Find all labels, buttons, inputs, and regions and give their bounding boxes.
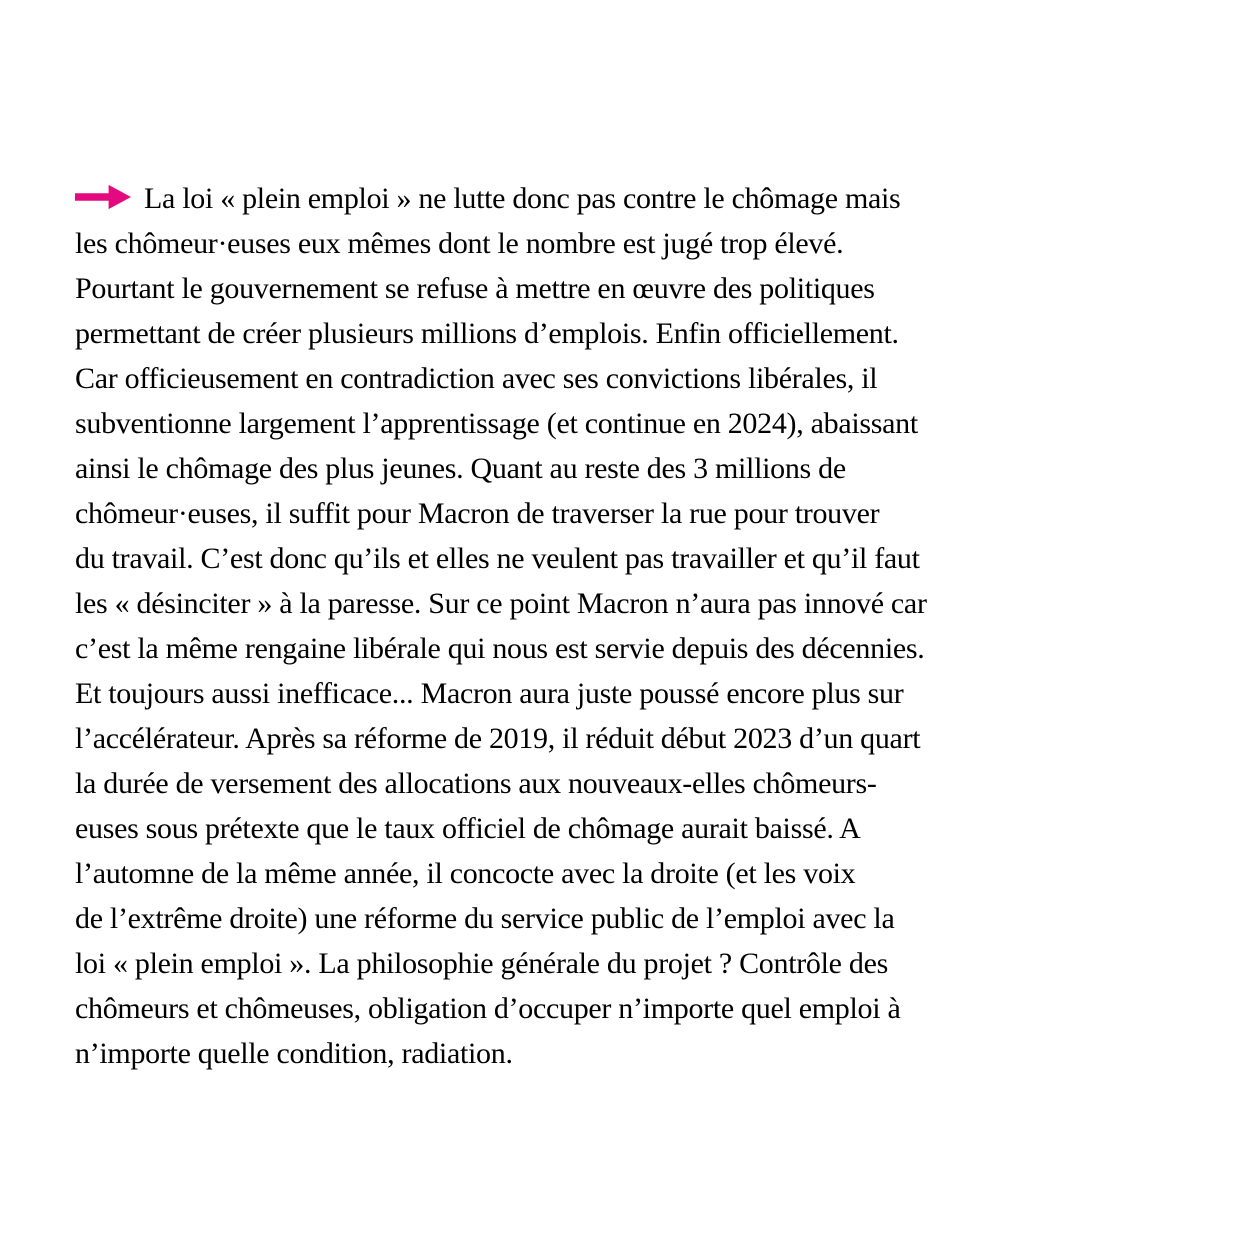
paragraph-line xyxy=(75,491,1175,536)
paragraph-line-text: chômeurs et chômeuses, obligation d’occuper n’importe quel emploi à xyxy=(75,992,901,1025)
paragraph-line-text: permettant de créer plusieurs millions d’emplois. Enfin officiellement. xyxy=(75,317,899,350)
paragraph-line xyxy=(75,311,1175,356)
paragraph-line xyxy=(75,761,1175,806)
paragraph-line-text: les chômeur·euses eux mêmes dont le nombre est jugé trop élevé. xyxy=(75,227,844,260)
paragraph-line-text: l’automne de la même année, il concocte avec la droite (et les voix xyxy=(75,857,856,890)
paragraph-line xyxy=(75,716,1175,761)
paragraph xyxy=(75,176,1175,1076)
paragraph-line xyxy=(75,356,1175,401)
paragraph-line xyxy=(75,581,1175,626)
paragraph-line xyxy=(75,446,1175,491)
paragraph-line-text: Pourtant le gouvernement se refuse à mettre en œuvre des politiques xyxy=(75,272,875,305)
paragraph-line xyxy=(75,536,1175,581)
paragraph-line-text: l’accélérateur. Après sa réforme de 2019, il réduit début 2023 d’un quart xyxy=(75,722,921,755)
paragraph-line-text: chômeur·euses, il suffit pour Macron de traverser la rue pour trouver xyxy=(75,497,880,530)
paragraph-line xyxy=(75,896,1175,941)
paragraph-line-text: subventionne largement l’apprentissage (et continue en 2024), abaissant xyxy=(75,407,918,440)
paragraph-line xyxy=(75,401,1175,446)
paragraph-line xyxy=(75,221,1175,266)
paragraph-line-text: Et toujours aussi inefficace... Macron aura juste poussé encore plus sur xyxy=(75,677,904,710)
arrow-icon xyxy=(75,183,131,211)
paragraph-line xyxy=(75,986,1175,1031)
paragraph-line xyxy=(75,851,1175,896)
paragraph-line-text: du travail. C’est donc qu’ils et elles ne veulent pas travailler et qu’il faut xyxy=(75,542,920,575)
paragraph-line xyxy=(75,806,1175,851)
paragraph-line-text: Car officieusement en contradiction avec ses convictions libérales, il xyxy=(75,362,878,395)
paragraph-line-text: les « désinciter » à la paresse. Sur ce point Macron n’aura pas innové car xyxy=(75,587,927,620)
paragraph-line xyxy=(75,941,1175,986)
paragraph-line-text: La loi « plein emploi » ne lutte donc pas contre le chômage mais xyxy=(144,182,901,215)
document-page xyxy=(75,176,1175,1076)
paragraph-line xyxy=(75,626,1175,671)
paragraph-line-text: euses sous prétexte que le taux officiel de chômage aurait baissé. A xyxy=(75,812,861,845)
paragraph-line-text: c’est la même rengaine libérale qui nous est servie depuis des décennies. xyxy=(75,632,925,665)
arrow-icon-shape xyxy=(75,185,131,209)
paragraph-line xyxy=(75,671,1175,716)
paragraph-line-text: de l’extrême droite) une réforme du service public de l’emploi avec la xyxy=(75,902,895,935)
paragraph-line-text: ainsi le chômage des plus jeunes. Quant au reste des 3 millions de xyxy=(75,452,846,485)
paragraph-line xyxy=(75,176,1175,221)
paragraph-line-text: n’importe quelle condition, radiation. xyxy=(75,1037,513,1070)
paragraph-line-text: la durée de versement des allocations aux nouveaux-elles chômeurs- xyxy=(75,767,877,800)
paragraph-line xyxy=(75,1031,1175,1076)
paragraph-line xyxy=(75,266,1175,311)
paragraph-line-text: loi « plein emploi ». La philosophie générale du projet ? Contrôle des xyxy=(75,947,888,980)
